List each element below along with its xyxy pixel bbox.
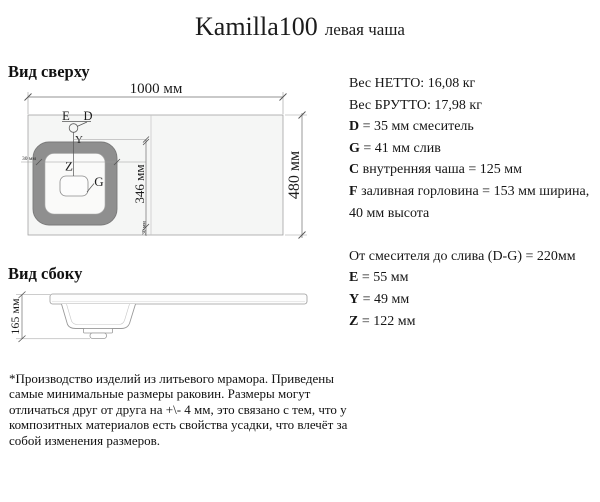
dim-bowl-depth-label: 346 мм <box>132 164 147 204</box>
product-name: Kamilla100 <box>195 12 318 41</box>
label-e: E <box>62 109 70 123</box>
label-y: Y <box>75 134 83 146</box>
side-view-heading: Вид сбоку <box>8 264 83 283</box>
drain-recess <box>60 176 88 196</box>
product-variant: левая чаша <box>324 20 405 39</box>
spec-gross-weight: Вес БРУТТО: 17,98 кг <box>349 97 482 113</box>
drain-fitting-upper <box>84 329 113 334</box>
countertop-profile <box>50 294 307 304</box>
spec-z: Z = 122 мм <box>349 313 416 329</box>
label-z: Z <box>65 158 73 174</box>
dim-margin-left-label: 30 мм <box>22 156 36 162</box>
side-view-drawing <box>8 292 307 343</box>
top-view-drawing <box>21 81 307 239</box>
label-d: D <box>83 109 93 123</box>
spec-c: C внутренняя чаша = 125 мм <box>349 162 522 178</box>
spec-f: F заливная горловина = 153 мм ширина, 40 мм высота <box>349 183 590 221</box>
spec-d: D = 35 мм смеситель <box>349 119 474 135</box>
faucet-hole <box>69 124 78 133</box>
dim-margin-bottom-label: 30 мм <box>141 221 148 235</box>
spec-e: E = 55 мм <box>349 270 409 286</box>
spec-dg-distance: От смесителя до слива (D-G) = 220мм <box>349 248 576 264</box>
spec-net-weight: Вес НЕТТО: 16,08 кг <box>349 76 476 91</box>
bowl-profile <box>62 304 136 329</box>
dim-width-label: 1000 мм <box>129 81 183 97</box>
dim-height-label: 480 мм <box>286 150 303 200</box>
specs-panel <box>349 73 600 332</box>
spec-y: Y = 49 мм <box>349 291 410 307</box>
drain-fitting-lower <box>90 333 107 339</box>
top-view-heading: Вид сверху <box>8 62 90 81</box>
spec-g: G = 41 мм слив <box>349 140 441 156</box>
footnote: *Производство изделий из литьевого мрамора. Приведены самые минимальные размеры раковин. Размеры могут отличаться друг от друга на +\- 4 мм, это связано с тем, что у композитных материалов есть свойства усадки, что влечёт за собой изменения размеров. <box>9 371 348 448</box>
dim-side-height-label: 165 мм <box>8 298 22 335</box>
label-g: G <box>94 174 104 189</box>
